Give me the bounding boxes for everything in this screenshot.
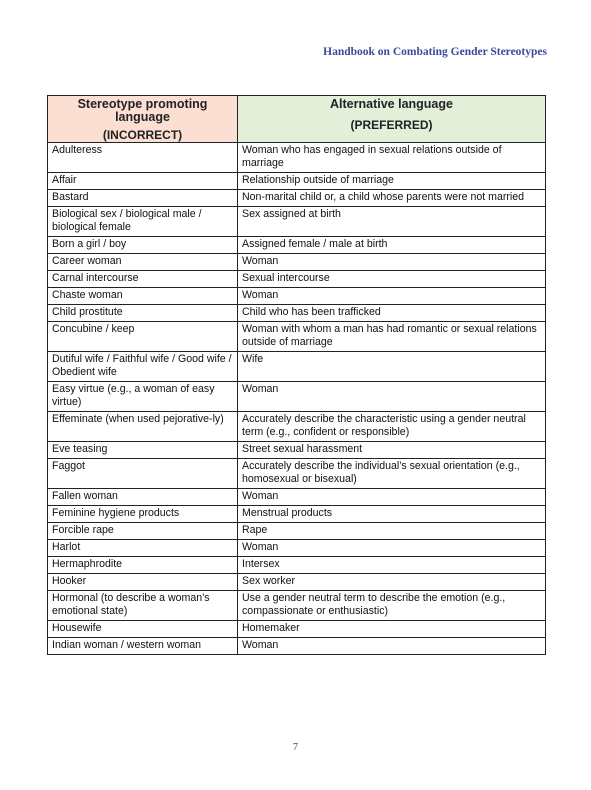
- table-row: [48, 506, 546, 523]
- stereotype-term-cell: Feminine hygiene products: [48, 506, 238, 523]
- alternative-term-cell: Woman: [238, 254, 546, 271]
- stereotype-term-cell: Chaste woman: [48, 288, 238, 305]
- alternative-term-cell: Relationship outside of marriage: [238, 173, 546, 190]
- alternative-term-cell: Assigned female / male at birth: [238, 237, 546, 254]
- alternative-term-cell: Woman: [238, 540, 546, 557]
- running-header: Handbook on Combating Gender Stereotypes: [323, 46, 547, 58]
- table-row: [48, 540, 546, 557]
- stereotype-term-cell: Adulteress: [48, 143, 238, 173]
- table-row: [48, 459, 546, 489]
- table-row: [48, 591, 546, 621]
- stereotype-term-cell: Career woman: [48, 254, 238, 271]
- table-row: [48, 271, 546, 288]
- stereotype-term-cell: Faggot: [48, 459, 238, 489]
- stereotype-term-cell: Concubine / keep: [48, 322, 238, 352]
- stereotype-term-cell: Affair: [48, 173, 238, 190]
- table-row: [48, 412, 546, 442]
- alternative-term-cell: Sexual intercourse: [238, 271, 546, 288]
- table-row: [48, 621, 546, 638]
- stereotype-term-cell: Eve teasing: [48, 442, 238, 459]
- alternative-term-cell: Woman: [238, 638, 546, 655]
- column-header-incorrect: [48, 96, 238, 143]
- alternative-term-cell: Menstrual products: [238, 506, 546, 523]
- alternative-term-cell: Accurately describe the characteristic using a gender neutral term (e.g., confident or responsible): [238, 412, 546, 442]
- stereotype-term-cell: Housewife: [48, 621, 238, 638]
- alternative-term-cell: Sex worker: [238, 574, 546, 591]
- table-row: [48, 173, 546, 190]
- alternative-term-cell: Woman who has engaged in sexual relations outside of marriage: [238, 143, 546, 173]
- stereotype-term-cell: Born a girl / boy: [48, 237, 238, 254]
- alternative-term-cell: Child who has been trafficked: [238, 305, 546, 322]
- table-row: [48, 190, 546, 207]
- stereotype-term-cell: Indian woman / western woman: [48, 638, 238, 655]
- alternative-term-cell: Non-marital child or, a child whose parents were not married: [238, 190, 546, 207]
- stereotype-term-cell: Forcible rape: [48, 523, 238, 540]
- alternative-term-cell: Accurately describe the individual’s sexual orientation (e.g., homosexual or bisexual): [238, 459, 546, 489]
- alternative-term-cell: Woman: [238, 489, 546, 506]
- table-row: [48, 557, 546, 574]
- alternative-term-cell: Street sexual harassment: [238, 442, 546, 459]
- stereotype-term-cell: Harlot: [48, 540, 238, 557]
- stereotype-term-cell: Dutiful wife / Faithful wife / Good wife / Obedient wife: [48, 352, 238, 382]
- table-row: [48, 382, 546, 412]
- column-header-preferred: [238, 96, 546, 143]
- alternative-term-cell: Wife: [238, 352, 546, 382]
- stereotype-term-cell: Easy virtue (e.g., a woman of easy virtue): [48, 382, 238, 412]
- alternative-term-cell: Intersex: [238, 557, 546, 574]
- stereotype-term-cell: Biological sex / biological male / biological female: [48, 207, 238, 237]
- stereotype-term-cell: Effeminate (when used pejorative-ly): [48, 412, 238, 442]
- alternative-term-cell: Woman with whom a man has had romantic or sexual relations outside of marriage: [238, 322, 546, 352]
- alternative-term-cell: Use a gender neutral term to describe the emotion (e.g., compassionate or enthusiastic): [238, 591, 546, 621]
- table-row: [48, 489, 546, 506]
- stereotype-term-cell: Hooker: [48, 574, 238, 591]
- table-row: [48, 322, 546, 352]
- table-row: [48, 288, 546, 305]
- page-number: 7: [293, 742, 298, 753]
- stereotype-term-cell: Child prostitute: [48, 305, 238, 322]
- stereotype-term-cell: Fallen woman: [48, 489, 238, 506]
- alternative-term-cell: Sex assigned at birth: [238, 207, 546, 237]
- table-row: [48, 574, 546, 591]
- column-header-title: Alternative language: [330, 97, 453, 111]
- table-row: [48, 523, 546, 540]
- table-row: [48, 254, 546, 271]
- alternative-term-cell: Rape: [238, 523, 546, 540]
- table-row: [48, 442, 546, 459]
- alternative-term-cell: Homemaker: [238, 621, 546, 638]
- table-row: [48, 352, 546, 382]
- table-header-row: [48, 96, 546, 143]
- table-row: [48, 305, 546, 322]
- table-row: [48, 638, 546, 655]
- table-row: [48, 207, 546, 237]
- table-row: [48, 143, 546, 173]
- column-header-subtitle: (PREFERRED): [350, 118, 433, 132]
- table-row: [48, 237, 546, 254]
- stereotype-term-cell: Carnal intercourse: [48, 271, 238, 288]
- stereotype-language-table: [47, 95, 546, 655]
- stereotype-term-cell: Bastard: [48, 190, 238, 207]
- stereotype-term-cell: Hormonal (to describe a woman’s emotional state): [48, 591, 238, 621]
- column-header-title: Stereotype promoting language: [77, 97, 208, 124]
- stereotype-term-cell: Hermaphrodite: [48, 557, 238, 574]
- alternative-term-cell: Woman: [238, 288, 546, 305]
- alternative-term-cell: Woman: [238, 382, 546, 412]
- column-header-subtitle: (INCORRECT): [102, 128, 183, 142]
